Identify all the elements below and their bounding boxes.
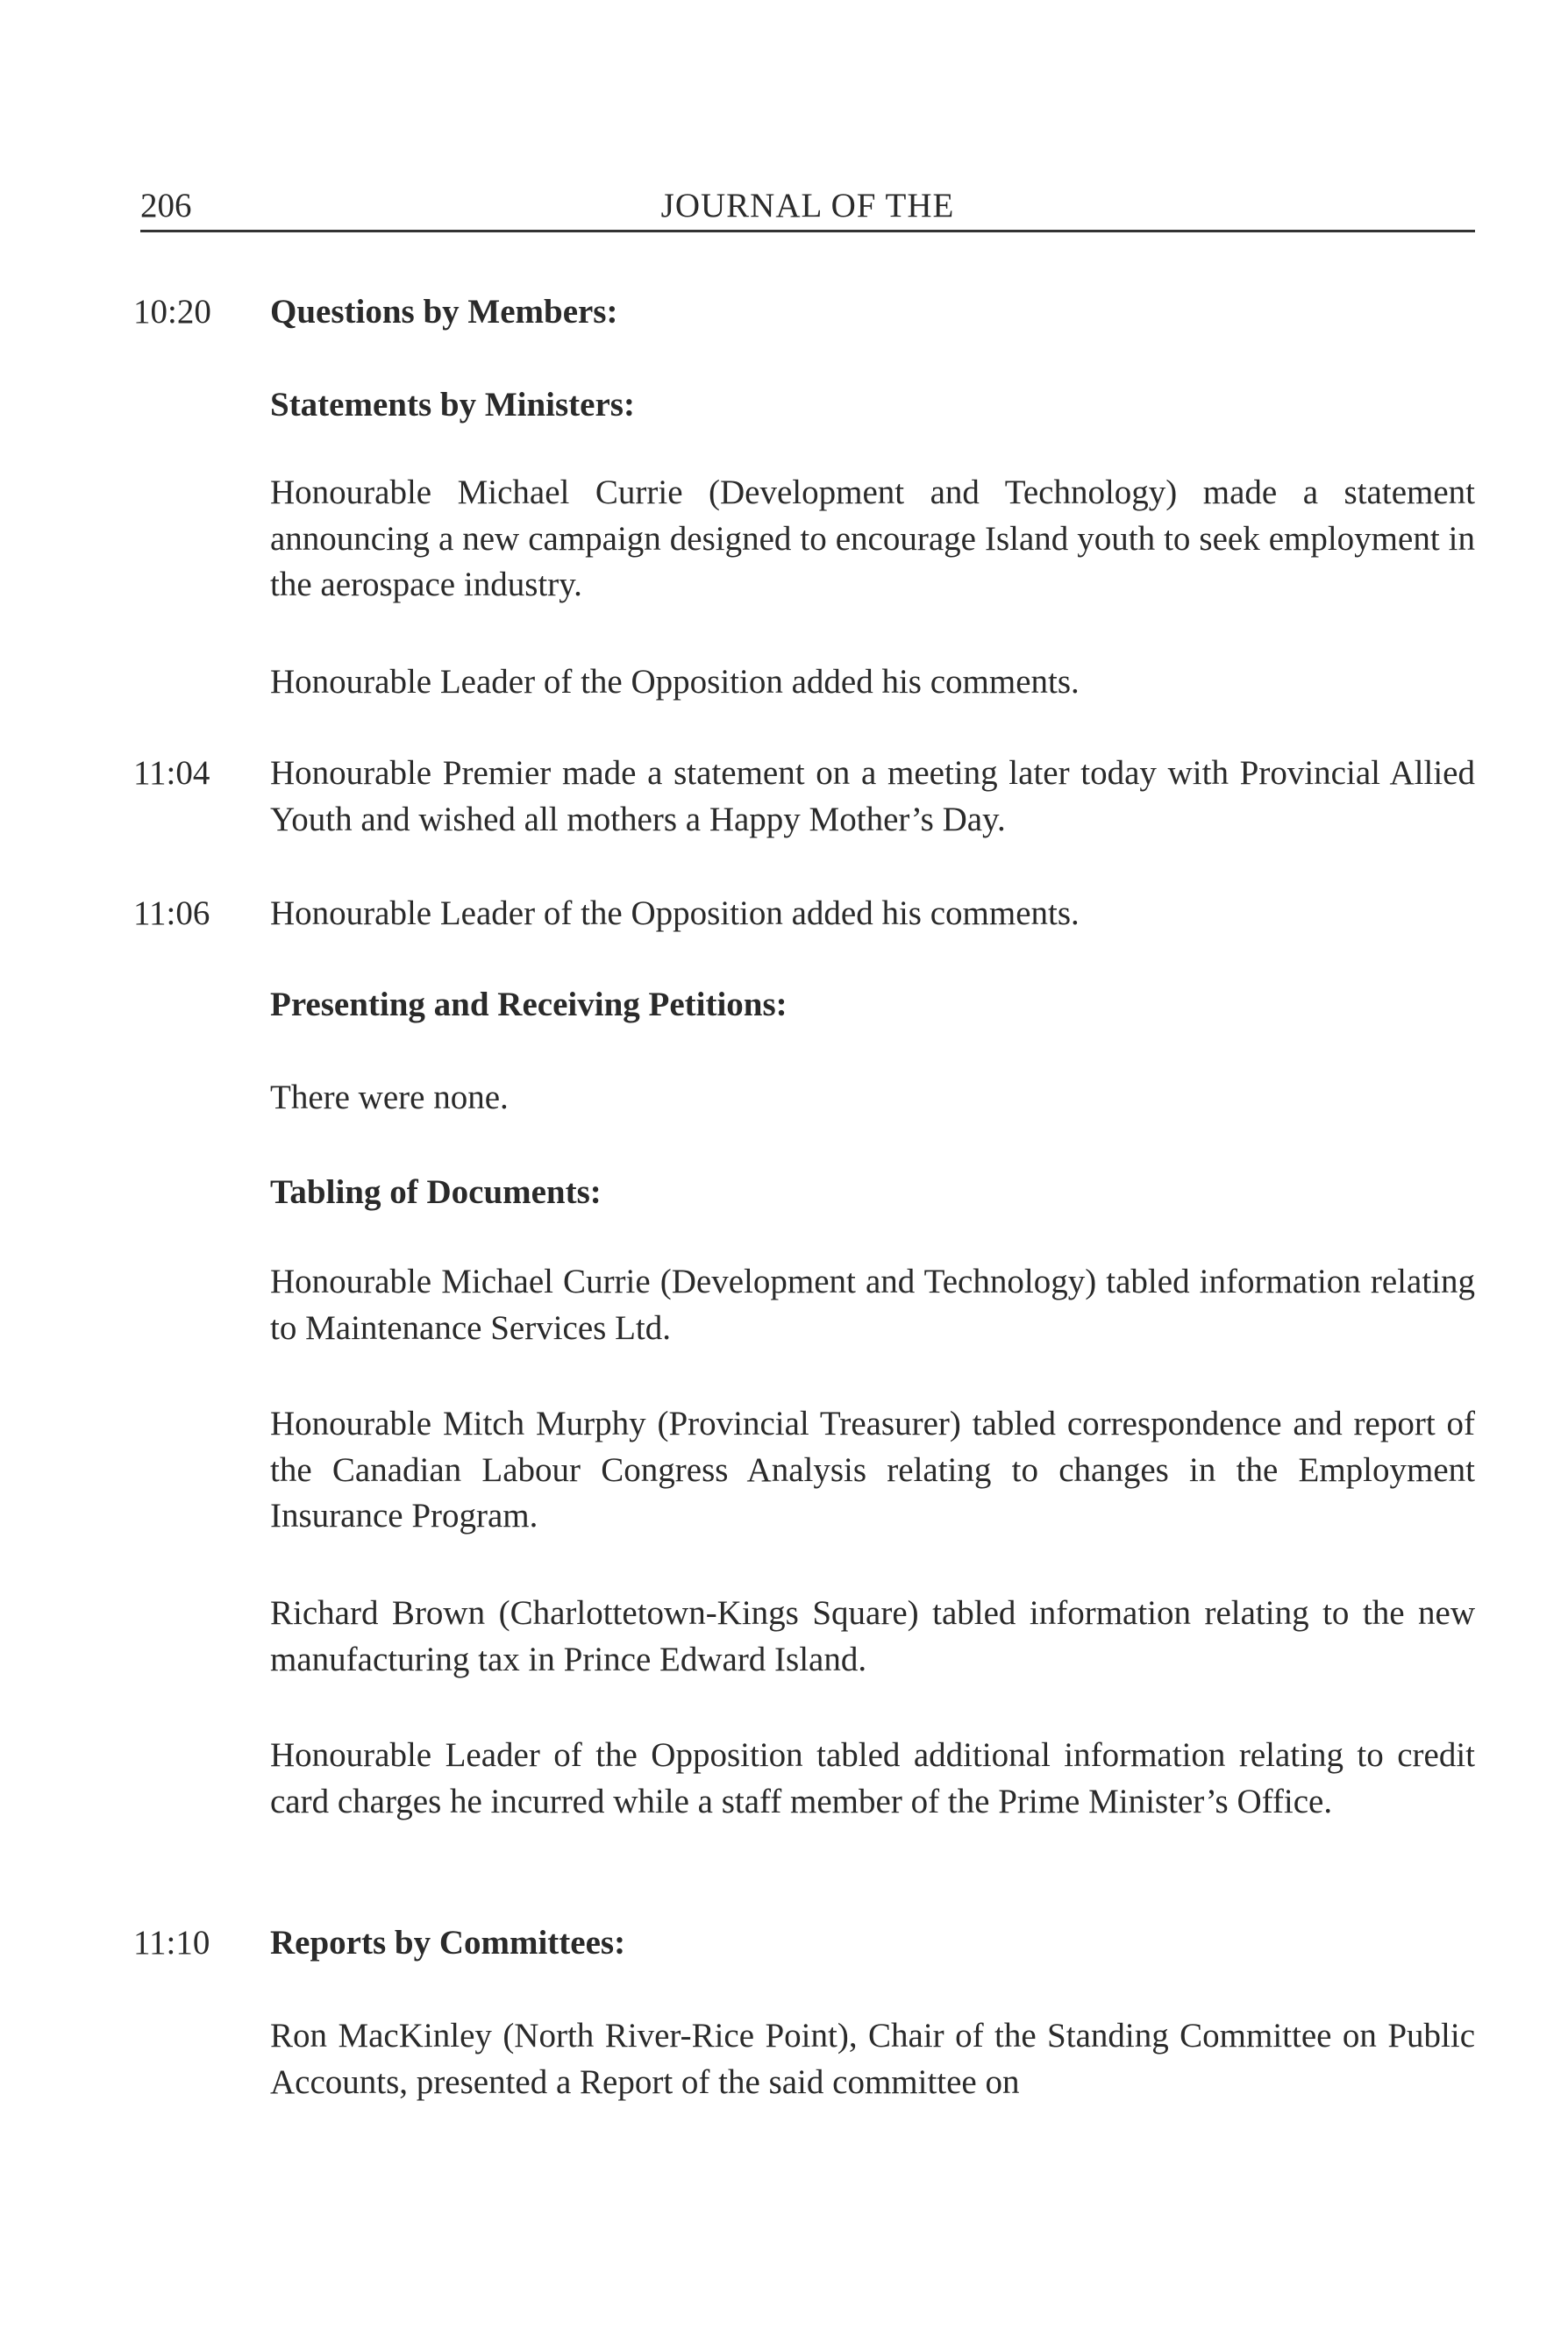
section-heading-petitions: Presenting and Receiving Petitions: xyxy=(270,986,788,1023)
paragraph-petitions-none: There were none. xyxy=(270,1079,509,1116)
paragraph-mackinley-report: Ron MacKinley (North River-Rice Point), Chair of the Standing Committee on Public Accounts, presented a Report of the said committee on xyxy=(270,2017,1475,2101)
page-header xyxy=(140,186,1475,230)
header-rule xyxy=(140,230,1475,232)
entry-time: 11:04 xyxy=(133,754,210,792)
section-heading-reports-by-committees: Reports by Committees: xyxy=(270,1924,626,1962)
section-heading-questions-by-members: Questions by Members: xyxy=(270,293,618,331)
running-title: JOURNAL OF THE xyxy=(660,187,955,224)
entry-time: 11:06 xyxy=(133,894,210,932)
page-number: 206 xyxy=(140,187,192,224)
paragraph-premier-statement: Honourable Premier made a statement on a meeting later today with Provincial Allied Youth and wished all mothers a Happy Mother’s Day. xyxy=(270,754,1475,838)
paragraph-opposition-comments-2: Honourable Leader of the Opposition added his comments. xyxy=(270,894,1080,932)
paragraph-murphy-tabled: Honourable Mitch Murphy (Provincial Treasurer) tabled correspondence and report of the Canadian Labour Congress Analysis relating to changes in the Employment Insurance Program. xyxy=(270,1405,1475,1535)
entry-time: 11:10 xyxy=(133,1924,210,1962)
paragraph-currie-statement: Honourable Michael Currie (Development and Technology) made a statement announcing a new campaign designed to encourage Island youth to seek employment in the aerospace industry. xyxy=(270,474,1475,603)
paragraph-currie-tabled: Honourable Michael Currie (Development and Technology) tabled information relating to Maintenance Services Ltd. xyxy=(270,1263,1475,1347)
section-heading-statements-by-ministers: Statements by Ministers: xyxy=(270,386,635,424)
entry-time: 10:20 xyxy=(133,293,211,331)
section-heading-tabling-of-documents: Tabling of Documents: xyxy=(270,1173,602,1211)
paragraph-opposition-comments: Honourable Leader of the Opposition added his comments. xyxy=(270,663,1080,701)
paragraph-brown-tabled: Richard Brown (Charlottetown-Kings Square) tabled information relating to the new manufacturing tax in Prince Edward Island. xyxy=(270,1594,1475,1678)
paragraph-opposition-tabled: Honourable Leader of the Opposition tabled additional information relating to credit card charges he incurred while a staff member of the Prime Minister’s Office. xyxy=(270,1736,1475,1820)
